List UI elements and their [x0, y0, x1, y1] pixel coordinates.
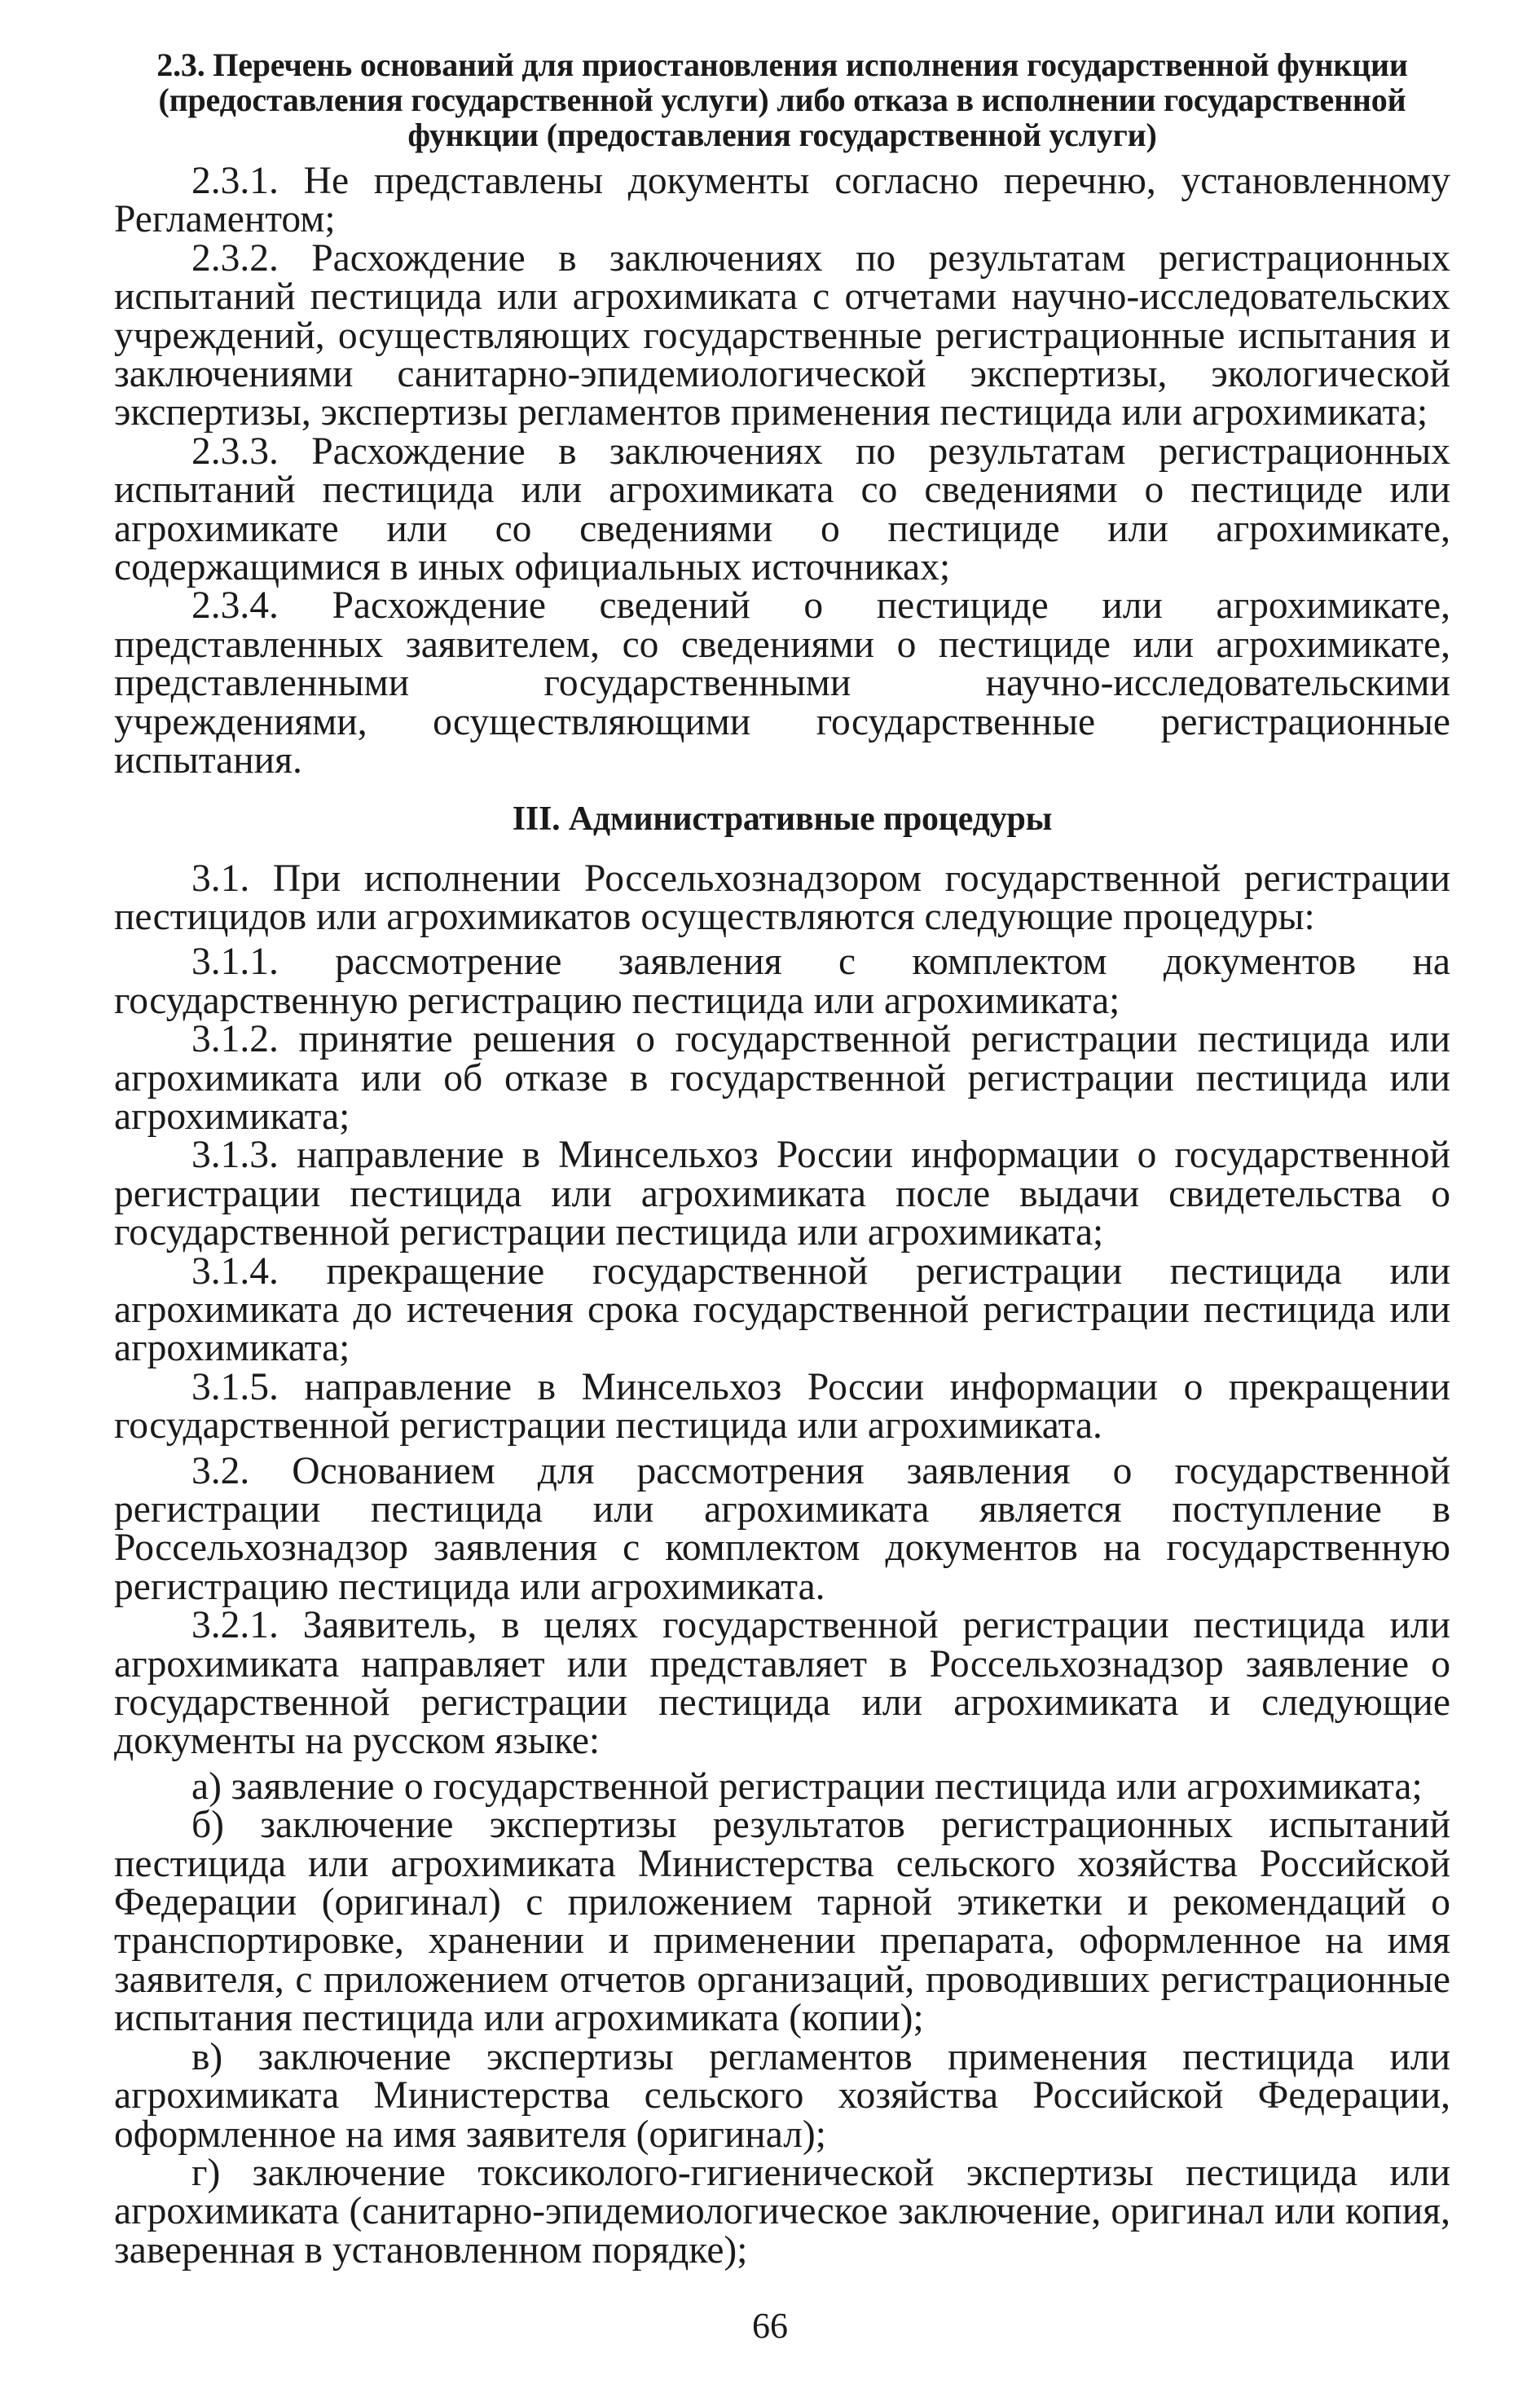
paragraph-3-1-1: 3.1.1. рассмотрение заявления с комплектом документов на государственную регистрацию пестицида или агрохимиката;	[114, 941, 1450, 1022]
paragraph-3-1-5: 3.1.5. направление в Минсельхоз России информации о прекращении государственной регистрации пестицида или агрохимиката.	[114, 1365, 1450, 1448]
paragraph-2-3-4: 2.3.4. Расхождение сведений о пестициде или агрохимикате, представленных заявителем, со сведениями о пестициде или агрохимикате, представленными государственными научно-исследовательскими учреждениями, осуществляющими государственные регистрационные испытания.	[114, 584, 1450, 782]
page-number: 66	[752, 2306, 788, 2346]
paragraph-2-3-3: 2.3.3. Расхождение в заключениях по результатам регистрационных испытаний пестицида или агрохимиката со сведениями о пестициде или агрохимикате или со сведениями о пестициде или агрохимикате, содержащимися в иных официальных источниках;	[114, 430, 1450, 589]
list-item-g: г) заключение токсиколого-гигиенической экспертизы пестицида или агрохимиката (санитарно-эпидемиологическое заключение, оригинал или копия, заверенная в установленном порядке);	[114, 2151, 1450, 2272]
paragraph-3-1-2: 3.1.2. принятие решения о государственной регистрации пестицида или агрохимиката или об отказе в государственной регистрации пестицида или агрохимиката;	[114, 1018, 1450, 1138]
paragraph-3-1: 3.1. При исполнении Россельхознадзором государственной регистрации пестицидов или агрохимикатов осуществляются следующие процедуры:	[114, 857, 1450, 938]
paragraph-2-3-2: 2.3.2. Расхождение в заключениях по результатам регистрационных испытаний пестицида или агрохимиката с отчетами научно-исследовательских учреждений, осуществляющих государственные регистрационные испытания и заключениями санитарно-эпидемиологической экспертизы, экологической экспертизы, экспертизы регламентов применения пестицида или агрохимиката;	[114, 236, 1450, 434]
list-item-b: б) заключение экспертизы результатов регистрационных испытаний пестицида или агрохимиката Министерства сельского хозяйства Российской Федерации (оригинал) с приложением тарной этикетки и рекомендаций о транспортировке, хранении и применении препарата, оформленное на имя заявителя, с приложением отчетов организаций, проводивших регистрационные испытания пестицида или агрохимиката (копии);	[114, 1804, 1450, 2040]
paragraph-3-1-4: 3.1.4. прекращение государственной регистрации пестицида или агрохимиката до истечения срока государственной регистрации пестицида или агрохимиката;	[114, 1249, 1450, 1370]
paragraph-2-3-1: 2.3.1. Не представлены документы согласно перечню, установленному Регламентом;	[114, 160, 1450, 241]
section-heading-2-3: 2.3. Перечень оснований для приостановления исполнения государственной функции (предоставления государственной услуги) либо отказа в исполнении государственной функции (предоставления государственной услуги)	[156, 46, 1408, 153]
paragraph-3-2-1: 3.2.1. Заявитель, в целях государственной регистрации пестицида или агрохимиката направляет или представляет в Россельхознадзор заявление о государственной регистрации пестицида или агрохимиката и следующие документы на русском языке:	[114, 1604, 1450, 1763]
list-item-a: а) заявление о государственной регистрации пестицида или агрохимиката;	[191, 1765, 1423, 1808]
paragraph-3-1-3: 3.1.3. направление в Минсельхоз России информации о государственной регистрации пестицида или агрохимиката после выдачи свидетельства о государственной регистрации пестицида или агрохимиката;	[114, 1134, 1450, 1254]
paragraph-3-2: 3.2. Основанием для рассмотрения заявления о государственной регистрации пестицида или агрохимиката является поступление в Россельхознадзор заявления с комплектом документов на государственную регистрацию пестицида или агрохимиката.	[114, 1449, 1450, 1608]
list-item-v: в) заключение экспертизы регламентов применения пестицида или агрохимиката Министерства сельского хозяйства Российской Федерации, оформленное на имя заявителя (оригинал);	[114, 2035, 1450, 2156]
document-page	[114, 47, 1450, 2270]
section-heading-III: III. Административные процедуры	[512, 800, 1053, 838]
